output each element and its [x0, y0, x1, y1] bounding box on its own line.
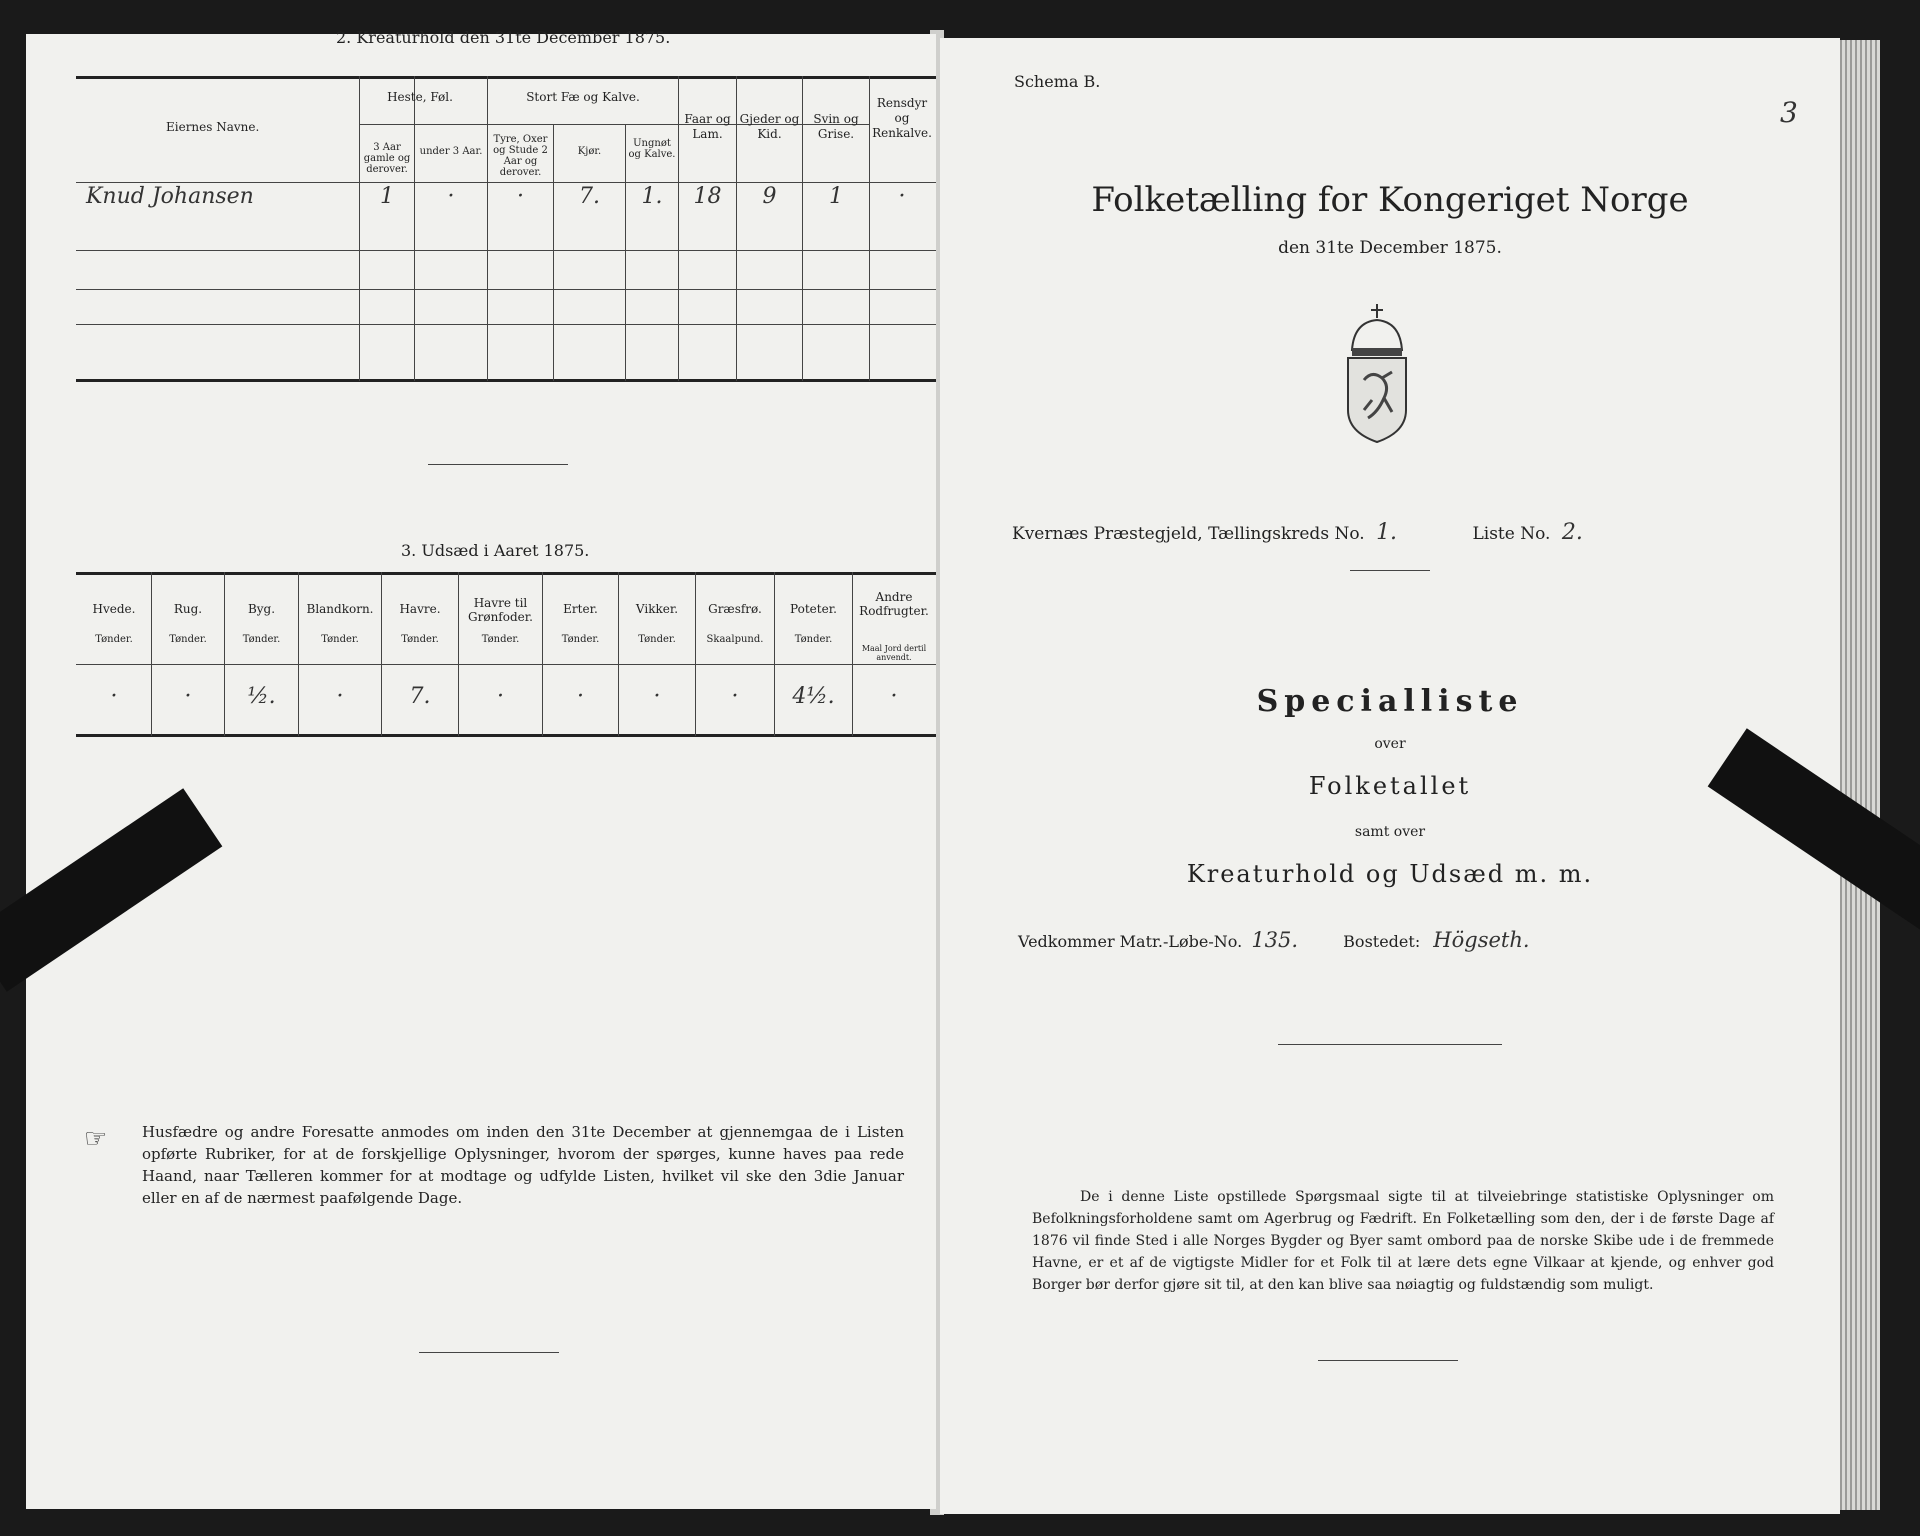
bosted-value: Högseth.	[1433, 928, 1530, 952]
unit: Tønder.	[794, 634, 833, 645]
col-header: Ungnøt og Kalve.	[628, 138, 676, 160]
pointing-hand-icon: ☞	[84, 1124, 108, 1154]
col-header: Tyre, Oxer og Stude 2 Aar og derover.	[493, 134, 548, 178]
owner-name: Knud Johansen	[86, 184, 254, 209]
s3-value: ·	[890, 684, 898, 709]
parish-value: Kvernæs	[1012, 524, 1089, 544]
unit: Tønder.	[95, 634, 133, 645]
parish-line	[1012, 520, 1583, 545]
value: 9	[762, 184, 777, 209]
s3-value: ·	[577, 684, 584, 709]
s3-col-header: Erter.	[563, 602, 598, 616]
matr-line	[1018, 928, 1530, 952]
district-label: Tællingskreds No.	[1208, 524, 1365, 544]
over-text: over	[1374, 736, 1406, 752]
s3-value: ½.	[247, 684, 276, 709]
district-value: 1.	[1376, 520, 1398, 545]
schema-label: Schema B.	[1014, 72, 1101, 91]
col-header: under 3 Aar.	[419, 146, 483, 157]
bottom-paragraph: De i denne Liste opstillede Spørgsmaal sigte til at tilveiebringe statistiske Oplysninger om Befolkningsforholdene samt om Agerbrug og Fædrift. En Folketælling som den, der i de første Dage af 1876 vil finde Sted i alle Norges Bygder og Byer samt ombord paa de norske Skibe ude i de fremmede Havne, er et af de vigtigste Midler for et Folk til at lære dets egne Vilkaar at kjende, og enhver god Borger bør derfor gjøre sit til, at den kan blive saa nøiagtig og fuldstændig som muligt.	[1032, 1189, 1774, 1293]
col-header: Kjør.	[577, 146, 602, 157]
s3-col-header: Havre til Grønfoder.	[468, 596, 533, 624]
s3-value: ·	[653, 684, 661, 709]
list-value: 2.	[1561, 520, 1583, 545]
s3-col-header: Blandkorn.	[306, 602, 374, 616]
s3-col-header: Byg.	[247, 602, 276, 616]
group-header-stort-fae: Stort Fæ og Kalve.	[526, 90, 640, 104]
value: 18	[693, 184, 722, 209]
s3-value: ·	[497, 684, 504, 709]
unit: Tønder.	[321, 634, 359, 645]
unit: Tønder.	[481, 634, 520, 645]
special-title: Specialliste	[1256, 684, 1524, 719]
col-header: Faar og Lam.	[684, 112, 731, 141]
owner-header: Eiernes Navne.	[166, 120, 260, 134]
folketallet: Folketallet	[1308, 772, 1472, 800]
unit: Tønder.	[561, 634, 600, 645]
col-header: Gjeder og Kid.	[739, 112, 800, 141]
s3-col-header: Græsfrø.	[708, 602, 762, 616]
group-header-heste: Heste, Føl.	[387, 90, 453, 104]
notice-text: Husfædre og andre Foresatte anmodes om inden den 31te December at gjennemgaa de i Listen opførte Rubriker, for at de forskjellige Oplysninger, hvorom der spørges, kunne haves paa rede Haand, naar Tælleren kommer for at modtage og udfylde Listen, hvilket vil ske den 3die Januar eller en af de nærmest paafølgende Dage.	[142, 1123, 904, 1207]
page-number: 3	[1780, 96, 1798, 129]
matr-label: Vedkommer Matr.-Løbe-No.	[1018, 932, 1243, 951]
s3-col-header: Andre Rodfrugter.	[859, 590, 929, 618]
value: 1	[380, 184, 394, 209]
col-header: Svin og Grise.	[813, 112, 859, 141]
unit: Tønder.	[169, 634, 207, 645]
s3-value: 7.	[409, 684, 431, 709]
kreaturhold-heading: Kreaturhold og Udsæd m. m.	[1186, 860, 1594, 888]
document-date: den 31te December 1875.	[1278, 238, 1502, 258]
coat-of-arms-icon	[1342, 300, 1412, 446]
unit: Tønder.	[638, 634, 676, 645]
section3-title: 3. Udsæd i Aaret 1875.	[401, 541, 590, 560]
list-label: Liste No.	[1472, 524, 1551, 544]
s3-value: ·	[110, 684, 118, 709]
section2-title: 2. Kreaturhold den 31te December 1875.	[336, 28, 671, 47]
value: 7.	[579, 184, 600, 209]
value: ·	[898, 184, 906, 209]
unit: Skaalpund.	[706, 634, 764, 645]
left-page	[26, 28, 936, 1509]
document-title: Folketælling for Kongeriget Norge	[1091, 180, 1689, 220]
unit: Tønder.	[242, 634, 281, 645]
s3-value: 4½.	[792, 684, 835, 709]
col-header: 3 Aar gamle og derover.	[363, 142, 411, 175]
unit: Tønder.	[401, 634, 439, 645]
s3-col-header: Rug.	[173, 602, 203, 616]
s3-col-header: Hvede.	[92, 602, 136, 616]
samt-over: samt over	[1354, 824, 1426, 840]
s3-value: ·	[336, 684, 344, 709]
book-edge	[1840, 40, 1880, 1510]
unit: Maal Jord dertil anvendt.	[861, 644, 927, 662]
value: ·	[517, 184, 524, 209]
right-page	[940, 38, 1840, 1514]
s3-value: ·	[731, 684, 739, 709]
col-header: Rensdyr og Renkalve.	[872, 96, 932, 140]
s3-col-header: Poteter.	[790, 602, 837, 616]
parish-label: Præstegjeld,	[1093, 524, 1203, 544]
value: 1	[829, 184, 843, 209]
s3-col-header: Havre.	[399, 602, 441, 616]
s3-value: ·	[184, 684, 192, 709]
value: ·	[447, 184, 455, 209]
s3-col-header: Vikker.	[635, 602, 679, 616]
value: 1.	[641, 184, 663, 209]
bosted-label: Bostedet:	[1343, 932, 1421, 951]
matr-value: 135.	[1251, 928, 1299, 952]
